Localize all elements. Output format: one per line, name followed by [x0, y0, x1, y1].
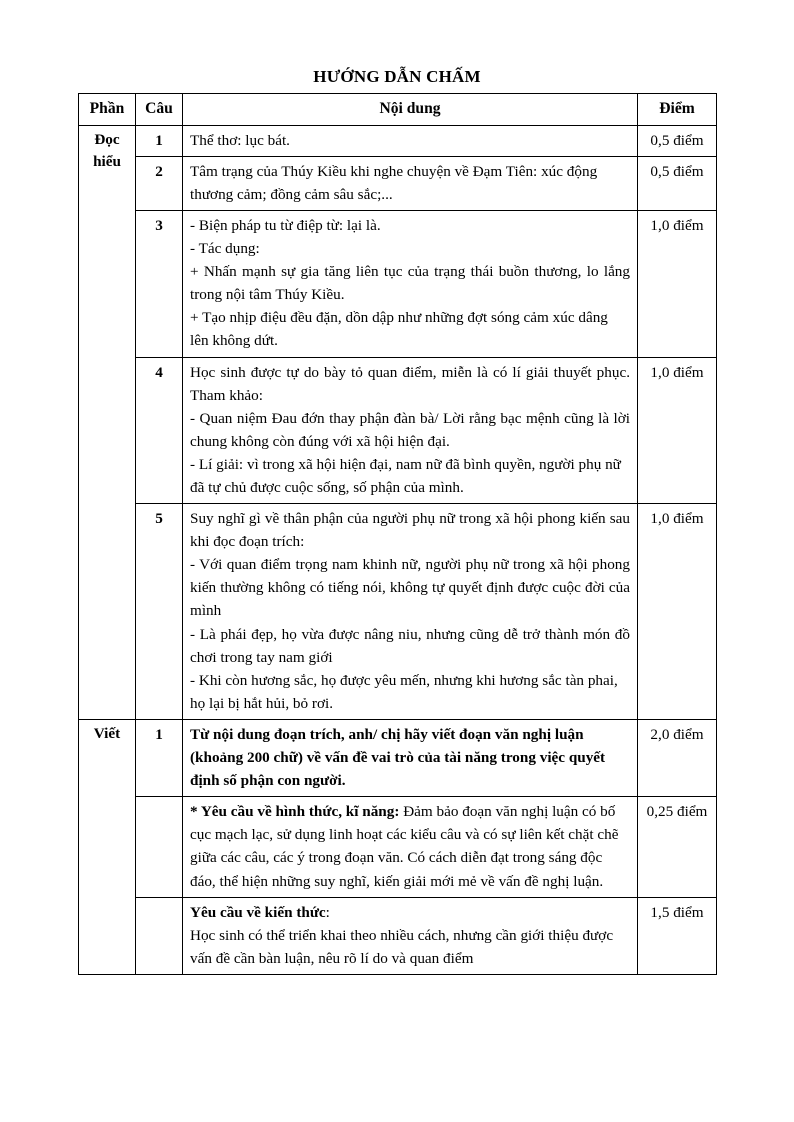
- cell-question-number: 3: [136, 210, 183, 357]
- cell-score: 1,0 điểm: [638, 210, 717, 357]
- content-line-lead: * Yêu cầu về hình thức, kĩ năng:: [190, 803, 400, 821]
- table-body: [79, 125, 717, 974]
- cell-question-number: 2: [136, 156, 183, 210]
- cell-content: [183, 357, 638, 504]
- content-line: - Tác dụng:: [190, 240, 260, 258]
- grading-guide-table: [78, 93, 717, 975]
- cell-content: [183, 125, 638, 156]
- table-header-row: [79, 94, 717, 126]
- column-header-part: Phần: [79, 94, 136, 126]
- content-line: Tâm trạng của Thúy Kiều khi nghe chuyện về Đạm Tiên: xúc động thương cảm; đồng cảm sâu sắc;...: [190, 162, 598, 203]
- cell-content: [183, 797, 638, 897]
- content-line: - Khi còn hương sắc, họ được yêu mến, nhưng khi hương sắc tàn phai, họ lại bị hắt hủi, bỏ rơi.: [190, 671, 618, 712]
- content-line: Yêu cầu về kiến thức:: [190, 903, 330, 921]
- cell-question-number: 1: [136, 719, 183, 796]
- column-header-content: Nội dung: [183, 94, 638, 126]
- cell-content: [183, 719, 638, 796]
- cell-score: 0,5 điểm: [638, 156, 717, 210]
- cell-score: 1,5 điểm: [638, 897, 717, 974]
- cell-score: 0,5 điểm: [638, 125, 717, 156]
- table-header: [79, 94, 717, 126]
- column-header-score: Điểm: [638, 94, 717, 126]
- content-line: + Nhấn mạnh sự gia tăng liên tục của trạng thái buồn thương, lo lắng trong nội tâm Thúy Kiều.: [190, 263, 630, 304]
- cell-score: 0,25 điểm: [638, 797, 717, 897]
- content-line: Từ nội dung đoạn trích, anh/ chị hãy viết đoạn văn nghị luận (khoảng 200 chữ) về vấn đề vai trò của tài năng trong việc quyết định số phận con người.: [190, 725, 606, 790]
- cell-question-number: 4: [136, 357, 183, 504]
- content-line: - Biện pháp tu từ điệp từ: lại là.: [190, 216, 381, 234]
- cell-score: 1,0 điểm: [638, 357, 717, 504]
- content-line: Học sinh có thể triển khai theo nhiều cách, nhưng cần giới thiệu được vấn đề cần bàn luận, nêu rõ lí do và quan điểm: [190, 926, 614, 967]
- content-line: - Quan niệm Đau đớn thay phận đàn bà/ Lời rằng bạc mệnh cũng là lời chung không còn đúng với xã hội hiện đại.: [190, 409, 630, 450]
- content-line: - Lí giải: vì trong xã hội hiện đại, nam nữ đã bình quyền, người phụ nữ đã tự chủ được cuộc sống, số phận của mình.: [190, 455, 621, 496]
- cell-question-number: 1: [136, 125, 183, 156]
- column-header-question: Câu: [136, 94, 183, 126]
- table-row: [79, 504, 717, 720]
- content-line: Thể thơ: lục bát.: [190, 131, 290, 149]
- cell-score: 1,0 điểm: [638, 504, 717, 720]
- table-row: [79, 797, 717, 897]
- content-line: Học sinh được tự do bày tỏ quan điểm, miễn là có lí giải thuyết phục. Tham khảo:: [190, 363, 630, 404]
- table-row: [79, 897, 717, 974]
- cell-part: Đọc hiểu: [79, 125, 136, 719]
- table-row: [79, 210, 717, 357]
- cell-question-number: 5: [136, 504, 183, 720]
- cell-content: [183, 210, 638, 357]
- content-line: - Với quan điểm trọng nam khinh nữ, người phụ nữ trong xã hội phong kiến thường không có tiếng nói, không tự quyết định được cuộc đời của mình: [190, 556, 630, 620]
- page-title: HƯỚNG DẪN CHẤM: [313, 67, 481, 86]
- table-row: [79, 719, 717, 796]
- content-line: Suy nghĩ gì về thân phận của người phụ nữ trong xã hội phong kiến sau khi đọc đoạn trích:: [190, 510, 630, 551]
- cell-content: [183, 897, 638, 974]
- content-line: + Tạo nhịp điệu đều đặn, dồn dập như những đợt sóng cảm xúc dâng lên không dứt.: [190, 309, 608, 350]
- cell-content: [183, 504, 638, 720]
- content-line: * Yêu cầu về hình thức, kĩ năng: Đảm bảo đoạn văn nghị luận có bố cục mạch lạc, sử dụng linh hoạt các kiểu câu và có sự liên kết chặt chẽ giữa các câu, các ý trong đoạn văn. Có cách diễn đạt trong sáng độc đáo, thể hiện những suy nghĩ, kiến giải mới mẻ về vấn đề nghị luận.: [190, 803, 619, 890]
- cell-question-number: [136, 897, 183, 974]
- cell-score: 2,0 điểm: [638, 719, 717, 796]
- cell-content: [183, 156, 638, 210]
- content-line: - Là phái đẹp, họ vừa được nâng niu, nhưng cũng dễ trở thành món đồ chơi trong tay nam giới: [190, 625, 630, 666]
- table-row: [79, 156, 717, 210]
- cell-question-number: [136, 797, 183, 897]
- cell-part: Viết: [79, 719, 136, 974]
- table-row: [79, 125, 717, 156]
- table-row: [79, 357, 717, 504]
- content-line-lead: Yêu cầu về kiến thức: [190, 903, 326, 921]
